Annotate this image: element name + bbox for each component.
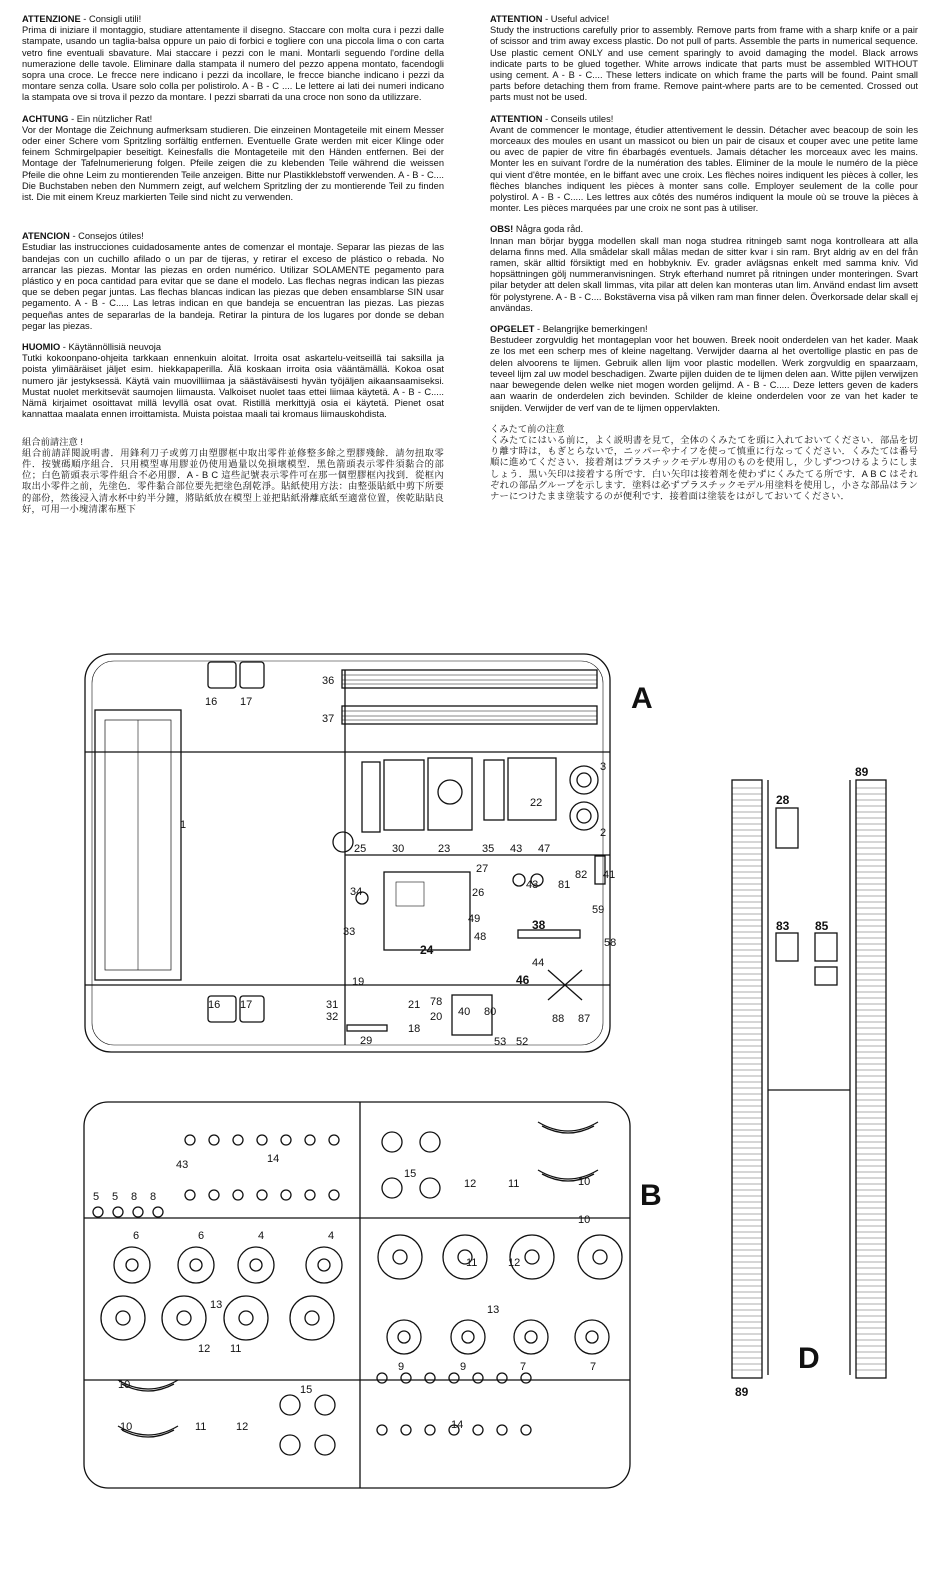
frame-d-part-label: 85 (815, 919, 829, 933)
frame-b-part-label: 9 (460, 1361, 467, 1373)
part-36-plank (342, 670, 597, 688)
part-14-small-wheel (329, 1190, 339, 1200)
part-14-small-wheel (185, 1190, 195, 1200)
parts-sprue-diagram (0, 640, 950, 1593)
section-heading (490, 324, 918, 335)
part-9-7-sprocket-hub (398, 1331, 410, 1343)
part-13-road-wheel-hub (305, 1311, 319, 1325)
part-14-small-wheel (473, 1425, 483, 1435)
part-14-small-wheel (497, 1373, 507, 1383)
part-16-top (208, 662, 236, 688)
part-13-road-wheel-hub (525, 1250, 539, 1264)
part-14-small-wheel (377, 1425, 387, 1435)
part-89-left-rail (732, 780, 762, 1378)
part-14-small-wheel (401, 1425, 411, 1435)
part-15-idler (420, 1132, 440, 1152)
part-14-small-wheel (257, 1190, 267, 1200)
heading-rest: - Conseils utiles! (542, 113, 614, 124)
part-15-idler (315, 1435, 335, 1455)
sprue-frame-b (84, 1102, 630, 1488)
part-14-small-wheel (233, 1135, 243, 1145)
part-6-4-sprocket (114, 1247, 150, 1283)
part-9-7-sprocket (575, 1320, 609, 1354)
section-heading (490, 224, 918, 235)
part-83 (776, 933, 798, 961)
part-15-idler (315, 1395, 335, 1415)
frame-b-part-label: 7 (590, 1361, 597, 1373)
instructions-right-column (490, 14, 918, 502)
part-13-road-wheel (378, 1235, 422, 1279)
frame-letter-b: B (640, 1179, 662, 1212)
frame-a-part-label: 27 (476, 863, 489, 875)
frame-a-part-label: 81 (558, 879, 571, 891)
frame-b-part-label: 12 (236, 1421, 249, 1433)
part-9-7-sprocket (451, 1320, 485, 1354)
heading-bold: ATTENTION (490, 113, 543, 124)
frame-b-part-label: 5 (93, 1191, 100, 1203)
part-13-road-wheel-hub (393, 1250, 407, 1264)
frame-b-part-label: 12 (508, 1257, 521, 1269)
section-finnish (22, 342, 444, 420)
section-english (490, 14, 918, 104)
frame-a-part-label: 58 (604, 937, 617, 949)
heading-rest: 組合前請注意 ! (22, 436, 83, 447)
frame-b-part-label: 12 (198, 1343, 211, 1355)
frame-b-outline (84, 1102, 630, 1488)
section-german (22, 114, 444, 204)
part-14-small-wheel (425, 1425, 435, 1435)
frame-a-part-label: 16 (205, 696, 218, 708)
frame-a-outline (85, 654, 610, 1052)
part-15-idler (420, 1178, 440, 1198)
sprue-frame-d (732, 780, 886, 1378)
part-15-idler (280, 1395, 300, 1415)
section-italian (22, 14, 444, 104)
part-13-road-wheel-hub (116, 1311, 130, 1325)
frame-a-part-label: 36 (322, 675, 335, 687)
frame-a-part-label: 17 (240, 696, 253, 708)
part-5-8-small (113, 1207, 123, 1217)
part-13-road-wheel (290, 1296, 334, 1340)
part-6-4-sprocket-hub (190, 1259, 202, 1271)
part-14-small-wheel (233, 1190, 243, 1200)
part-14-small-wheel (305, 1190, 315, 1200)
frame-a-part-label: 46 (516, 973, 530, 987)
part-6-4-sprocket (178, 1247, 214, 1283)
frame-b-part-label: 12 (464, 1178, 477, 1190)
part-22 (508, 758, 556, 820)
part-14-small-wheel (497, 1425, 507, 1435)
heading-rest: Några goda råd. (513, 224, 584, 235)
part-6-4-sprocket-hub (126, 1259, 138, 1271)
heading-bold: ATTENTION (490, 14, 543, 24)
part-37-plank (342, 706, 597, 724)
frame-a-part-label: 3 (600, 761, 607, 773)
part-14-small-wheel (209, 1135, 219, 1145)
frame-a-part-label: 1 (180, 819, 187, 831)
frame-b-part-label: 9 (398, 1361, 405, 1373)
frame-b-part-label: 14 (267, 1153, 280, 1165)
frame-b-part-label: 7 (520, 1361, 527, 1373)
section-heading (22, 231, 444, 242)
frame-a-part-label: 32 (326, 1011, 339, 1023)
part-44 (518, 930, 580, 938)
part-14-small-wheel (449, 1373, 459, 1383)
frame-b-part-label: 15 (300, 1384, 313, 1396)
section-dutch (490, 324, 918, 414)
part-6-4-sprocket-hub (250, 1259, 262, 1271)
part-13-road-wheel-hub (177, 1311, 191, 1325)
section-chinese (22, 437, 444, 515)
part-14-small-wheel (473, 1373, 483, 1383)
part-14-small-wheel (425, 1373, 435, 1383)
frame-a-part-label: 78 (430, 996, 443, 1008)
section-text: Vor der Montage die Zeichnung aufmerksam studieren. Die einzeinen Montageteile mit einem Messer oder einer Schere vom Spritzling sorfältig entfernen. Eventuelle Grate werden mit eicer Klinge oder feinem Schmirgelpapier beseitigt. Keinesfalls die Montageteile mit den Händen entfernen. Bei der Montage der Tafelnumerierung folgen. Pfeile zeigen die zu klebenden Teile während die weissen Pfeile die ohne Leim zu montierenden Teile anzeigen. Bitte nur Plastikklebstoff verwenden. A - B - C.... Die Buchstaben neben den Nummern zeigt, auf welchem Spritzling der zu montierende Teil zu finden ist. Die mit einem Kreuz markierten Teile sind nicht zu verwenden. (22, 124, 444, 203)
part-13-road-wheel (443, 1235, 487, 1279)
part-13-road-wheel (101, 1296, 145, 1340)
heading-rest: - Consigli utili! (80, 14, 142, 24)
part-89-right-rail (856, 780, 886, 1378)
frame-a-part-label: 20 (430, 1011, 443, 1023)
part-5-8-small (133, 1207, 143, 1217)
part-13-road-wheel (578, 1235, 622, 1279)
heading-bold: ATTENZIONE (22, 14, 81, 24)
frame-a-part-label: 80 (484, 1006, 497, 1018)
frame-b-part-label: 8 (131, 1191, 138, 1203)
frame-a-part-label: 59 (592, 904, 605, 916)
frame-a-part-label: 82 (575, 869, 588, 881)
section-japanese (490, 424, 918, 502)
frame-b-parts (93, 1122, 622, 1455)
frame-a-part-label: 22 (530, 797, 543, 809)
part-6-4-sprocket (238, 1247, 274, 1283)
frame-a-part-label: 16 (208, 999, 221, 1011)
frame-a-part-label: 43 (510, 843, 523, 855)
heading-bold: OBS! (490, 224, 514, 235)
frame-a-part-label: 41 (603, 869, 616, 881)
section-heading (490, 424, 918, 435)
frame-a-part-label: 48 (474, 931, 487, 943)
part-24-cab (384, 872, 470, 950)
section-heading (22, 114, 444, 125)
frame-a-part-label: 37 (322, 713, 335, 725)
frame-a-part-label: 21 (408, 999, 421, 1011)
section-heading (22, 437, 444, 448)
part-13-road-wheel-hub (239, 1311, 253, 1325)
section-heading (22, 342, 444, 353)
frame-b-part-label: 10 (578, 1214, 591, 1226)
frame-a-part-label: 17 (240, 999, 253, 1011)
frame-b-part-label: 4 (258, 1230, 265, 1242)
frame-a-part-label: 88 (552, 1013, 565, 1025)
part-14-small-wheel (305, 1135, 315, 1145)
frame-b-part-label: 8 (150, 1191, 157, 1203)
heading-rest: - Ein nützlicher Rat! (68, 113, 153, 124)
frame-a-part-label: 47 (538, 843, 551, 855)
part-15-idler (382, 1132, 402, 1152)
part-3-wheel (570, 766, 598, 794)
section-spanish (22, 231, 444, 332)
part-14-small-wheel (257, 1135, 267, 1145)
part-14-small-wheel (209, 1190, 219, 1200)
part-14-small-wheel (401, 1373, 411, 1383)
frame-b-part-label: 11 (466, 1257, 478, 1269)
frame-b-part-label: 6 (198, 1230, 205, 1242)
frame-b-part-label: 6 (133, 1230, 140, 1242)
section-text: Innan man börjar bygga modellen skall man noga studrea ritningeb samt noga kontrolleara att alla delarna finns med. Alla smådelar skall målas medan de sitter kvar i sin ram. Bryt aldrig av en del från ramen, skär alltid försiktigt med en hobbykniv. Ev. grader avlägsnas enkelt med samma kniv. Vid hopsättningen gölj nummeranvisningen. Stryk efterhand numret på ritningen under monteringen. Svart pilar betyder att delen skall limmas, vita pilar att delen kan monteras utan lim. Använd endast lim avsett för polystyrene. A - B - C.... Bokstäverna visa på vilken ram man finner delen. Överkorsade delar skall ej användas. (490, 235, 918, 313)
part-9-7-sprocket-hub (462, 1331, 474, 1343)
heading-bold: OPGELET (490, 324, 535, 335)
part-5-8-small (93, 1207, 103, 1217)
frame-d-part-label: 28 (776, 793, 790, 807)
frame-a-part-label: 25 (354, 843, 367, 855)
frame-d-part-label: 89 (855, 765, 869, 779)
section-text: Prima di iniziare il montaggio, studiare attentamente il disegno. Staccare con molta cura i pezzi dalle stampate, usando un taglia-balsa oppure un paio di forbici e togliere con una piccola lima o con carta vetro fine eventuali sbavature. Mai staccare i pezzi con le mani. Montarli seguendo l'ordine della numerazione delle tavole. Eliminare dalla stampata il numero del pezzo appena montato, facendogli sopra una croce. Le frecce nere indicano i pezzi da incollare, le frecce bianche indicano i pezzi da montare senza colla. Usare solo colla per polistirolo. A - B - C .... Le lettere ai lati dei numeri indicano la stampata ove si trova il pezzo da montare. I pezzi sbarrati da una croce non sono da utilizzare. (22, 25, 444, 103)
part-14-small-wheel (377, 1373, 387, 1383)
heading-rest: - Käytännöllisiä neuvoja (60, 342, 161, 353)
part-9-7-sprocket-hub (525, 1331, 537, 1343)
frame-letter-a: A (631, 682, 653, 715)
frame-a-part-label: 18 (408, 1023, 421, 1035)
frame-a-part-label: 40 (458, 1006, 471, 1018)
section-heading (22, 14, 444, 25)
frame-b-part-label: 10 (578, 1176, 591, 1188)
frame-a-part-label: 87 (578, 1013, 591, 1025)
section-text: Estudiar las instrucciones cuidadosamente antes de comenzar el montaje. Separar las piezas de las bandejas con un cuchillo afilado o un par de tijeras, y retirar el exceso de plástico o rebada. No arrancar las piezas. Montar las piezas en orden numérico. Utilizar SOLAMENTE pegamento para plástico y en poca cantidad para evitar que se dane el modelo. Las flechas negras indican las piezas que se deben pegar juntas. Las flechas blancas indican las piezas que deben ensamblarse SIN usar pegamento. A - B - C..... Las letras indican en que bandeja se encuentran las piezas. Las piezas pequeñas antes de separarlas de la bandeja. Retirar la pintura de los lugares por donde se deban pegar las piezas. (22, 242, 444, 331)
frame-b-part-label: 4 (328, 1230, 335, 1242)
part-6-4-sprocket (306, 1247, 342, 1283)
part-14-small-wheel (185, 1135, 195, 1145)
part-6-4-sprocket-hub (318, 1259, 330, 1271)
sprue-frame-a (85, 654, 610, 1052)
frame-a-part-label: 31 (326, 999, 339, 1011)
part-30 (384, 760, 424, 830)
frame-a-part-label: 34 (350, 886, 363, 898)
frame-b-part-label: 10 (120, 1421, 133, 1433)
frame-a-part-label: 29 (360, 1035, 373, 1047)
heading-rest: くみたて前の注意 (490, 423, 565, 434)
frame-a-part-label: 43 (526, 879, 539, 891)
heading-bold: ATENCION (22, 231, 70, 242)
heading-rest: - Useful advice! (542, 14, 610, 24)
part-5-8-small (153, 1207, 163, 1217)
part-14-small-wheel (521, 1425, 531, 1435)
part-14-small-wheel (521, 1373, 531, 1383)
frame-a-part-label: 52 (516, 1036, 529, 1048)
section-heading (490, 114, 918, 125)
frame-a-part-label: 23 (438, 843, 451, 855)
part-14-small-wheel (329, 1135, 339, 1145)
part-13-road-wheel (224, 1296, 268, 1340)
frame-a-part-label: 2 (600, 827, 607, 839)
frame-b-part-label: 11 (230, 1343, 242, 1355)
part-9-7-sprocket-hub (586, 1331, 598, 1343)
section-text: Bestudeer zorgvuldig het montageplan voor het bouwen. Breek nooit onderdelen van het kader. Maak ze los met een scherp mes of kleine nageltang. Verwijder daarna al het overtollige plastic en pas de delen alvoorens te lijmen. Gebruik allen lijm voor plastic modellen. Werk zorgvuldig en spaarzaam, teveel lijm zal uw model beschadigen. Zwarte pijlen duiden de te lijmen delen aan. Witte pijlen verwijzen naar bewegende delen welke niet mogen worden gelijmd. A - B - C..... Deze letters geven de kaders aan waarin de onderdelen zich bevinden. Schilder de kleine onderdelen voor ze van het kader te snijden. Verwijder de verf van de te lijmen oppervlakten. (490, 335, 918, 413)
frame-b-part-label: 10 (118, 1379, 131, 1391)
heading-bold: HUOMIO (22, 342, 61, 353)
frame-a-part-label: 35 (482, 843, 495, 855)
frame-a-part-label: 19 (352, 976, 365, 988)
part-25 (333, 832, 353, 852)
section-text: くみたてにはいる前に，よく説明書を見て，全体のくみたてを頭に入れておいてください．部品を切り離す時は，もぎとらないで，ニッパーやナイフを使って慎重に行なってください．くみたては番号順に進めてください．接着剤はプラスチックモデル専用のものを使用し，少しずつつけるようにしましょう．黒い矢印は接着する所です．白い矢印は接着剤を使わずにくみたてる所です．A B C はそれぞれの部品グループを示します．塗料は必ずプラスチックモデル用塗料を使用し，小さな部品はランナーにつけたまま塗装するのが便利です．接着面は塗装をはがしておいてください． (490, 434, 918, 501)
section-text: Tutki kokoonpano-ohjeita tarkkaan ennenkuin aloitat. Irroita osat askartelu-veitseillä tai saksilla ja poista ylimääräiset jäljet esim. hiekkapaperilla. Älä koskaan irroita osia vääntämällä. Kokoa osat numero jär jestyksessä. Käytä vain muovilliimaa ja säästäväisesti hyvän työjäljen aikaansaamiseksi. Mustat nuolet merkitsevät saumojen liimausta. Valkoiset nuolet taas ettei liimaa käytetä. A - B - C..... Nämä kirjaimet osoittavat millä levyllä osat ovat. Ristillä merkittyjä osia ei käytetä. Pienet osat kannattaa maalata ennen irroittamista. Muista poistaa maali tai kromaus liimauskohdista. (22, 353, 444, 420)
part-17-top (240, 662, 264, 688)
frame-a-part-label: 53 (494, 1036, 507, 1048)
part-15-idler (382, 1178, 402, 1198)
frame-b-part-label: 11 (195, 1421, 207, 1433)
frame-d-part-label: 83 (776, 919, 790, 933)
section-french (490, 114, 918, 215)
frame-b-part-label: 13 (210, 1299, 223, 1311)
part-28 (776, 808, 798, 848)
frame-a-part-label: 44 (532, 957, 545, 969)
frame-b-part-label: 11 (508, 1178, 520, 1190)
heading-rest: - Consejos útiles! (69, 231, 144, 242)
section-text: Avant de commencer le montage, étudier attentivement le dessin. Détacher avec beacoup de soin les morceaux des moules en usant un massicot ou bien un pair de cisaux et couper avec une petite lame ou avec de papier de vitre fin ébarbagés eventuels. Jamais détacher les morceaux avec les mains. Monter les en suivant l'ordre de la numération des tables. Eliminer de la moule le numéro de la pièce qui vient d'être montée, en le biffant avec une croix. Les flèches noires indiquent les pièces à coller, les flèches blanches indiquent les pièces à monter sans colle. Employer seulement de la colle pour polystirol. A - B - C..... Les lettres aux côtés des numéros indiquent la moule où se trouve la pièces à monter. Les pièces marquées par une croix ne sont pas à utiliser. (490, 124, 918, 214)
part-2-wheel (570, 802, 598, 830)
section-text: 組合前請詳閱說明書．用鋒利刀子或剪刀由塑膠框中取出零件並修整多餘之塑膠殘餘．請勿扭取零件．按號碼順序組合．只用模型專用膠並仍使用過量以免損壞模型．黑色箭頭表示零件須黏合的部位；白色箭頭表示零件組合不必用膠．A - B C 這些記號表示零件可在那一個塑膠框內找到．從框內取出小零件之前，先塗色．零件黏合部位要先把塗色刮乾淨。貼紙使用方法：由整張貼紙中剪下所要的部份，然後浸入清水杯中約半分鐘，將貼紙放在模型上並把貼紙滑離底紙至適當位置，俟乾貼貼良好，可用一小塊清潔布壓下 (22, 447, 444, 514)
frame-b-part-label: 14 (451, 1419, 464, 1431)
part-15-idler (280, 1435, 300, 1455)
frame-a-part-label: 26 (472, 887, 485, 899)
frame-a-part-label: 49 (468, 913, 481, 925)
section-heading (490, 14, 918, 25)
part-9-7-sprocket (387, 1320, 421, 1354)
frame-b-part-label: 13 (487, 1304, 500, 1316)
part-23 (428, 758, 472, 830)
frame-a-part-label: 33 (343, 926, 356, 938)
part-13-road-wheel-hub (593, 1250, 607, 1264)
frame-b-part-label: 43 (176, 1159, 189, 1171)
heading-bold: ACHTUNG (22, 113, 69, 124)
section-text: Study the instructions carefully prior to assembly. Remove parts from frame with a sharp knife or a pair of scissor and trim away excess plastic. Do not pull of parts. Assemble the parts in numerical sequence. Use plastic cement ONLY and use cement sparingly to avoid damaging the model. Black arrows indicate parts to be glued together. White arrows indicate that parts must be assembled WITHOUT using cement. A - B - C.... These letters indicate on which frame the parts will be found. Paint small parts before detaching them from frame. Remove paint-where parts are to be cemented. Crossed out parts must not be used. (490, 25, 918, 103)
frame-a-part-label: 24 (420, 943, 434, 957)
section-swedish (490, 224, 918, 314)
heading-rest: - Belangrijke bemerkingen! (534, 324, 648, 335)
part-14-small-wheel (281, 1135, 291, 1145)
part-10-leaf-spring (538, 1122, 598, 1131)
frame-letter-d: D (798, 1342, 820, 1375)
frame-b-part-label: 5 (112, 1191, 119, 1203)
frame-d-part-label: 89 (735, 1385, 749, 1399)
instructions-left-column (22, 14, 444, 515)
frame-a-part-label: 30 (392, 843, 405, 855)
part-85 (815, 933, 837, 961)
part-9-7-sprocket (514, 1320, 548, 1354)
frame-a-part-label: 38 (532, 918, 546, 932)
frame-b-part-label: 15 (404, 1168, 417, 1180)
part-13-road-wheel (162, 1296, 206, 1340)
part-14-small-wheel (281, 1190, 291, 1200)
